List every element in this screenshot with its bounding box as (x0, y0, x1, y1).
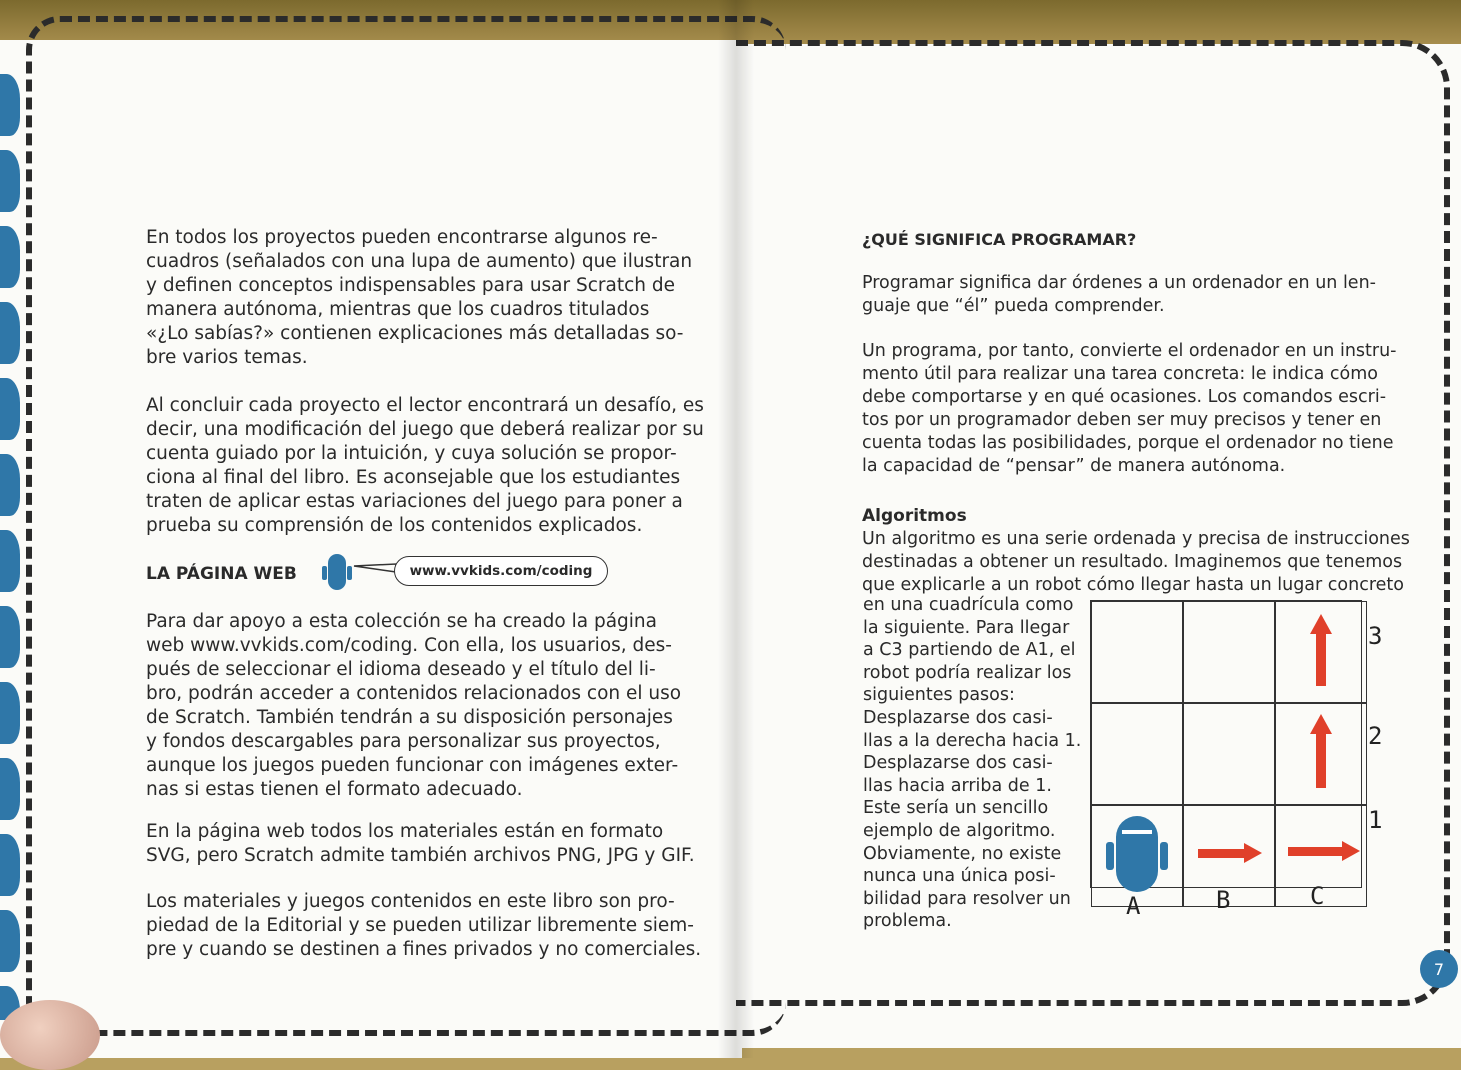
text-line: pre y cuando se destinen a fines privados y no comerciales. (146, 939, 702, 960)
text-line: mento útil para realizar una tarea concreta: le indica cómo (862, 364, 1378, 384)
text-line: Desplazarse dos casi- (863, 753, 1053, 774)
intro-paragraph (146, 226, 692, 370)
text-line: y definen conceptos indispensables para usar Scratch de (146, 275, 676, 296)
text-line: Los materiales y juegos contenidos en este libro son pro- (146, 891, 675, 912)
text-line: de Scratch. También tendrán a su disposición personajes (146, 707, 673, 728)
text-line: ejemplo de algoritmo. (863, 820, 1056, 841)
section-heading: ¿QUÉ SIGNIFICA PROGRAMAR? (862, 230, 1137, 249)
text-line: nas si estas tienen el formato adecuado. (146, 779, 523, 800)
challenge-paragraph (146, 394, 704, 538)
grid-col-label: C (1310, 882, 1325, 910)
text-line: la siguiente. Para llegar (863, 617, 1070, 638)
text-line: tos por un programador deben ser muy precisos y tener en (862, 410, 1382, 430)
text-line: problema. (863, 911, 952, 932)
text-line: la capacidad de “pensar” de manera autónoma. (862, 456, 1286, 476)
text-line: bre varios temas. (146, 347, 308, 368)
text-line: manera autónoma, mientras que los cuadros titulados (146, 299, 650, 320)
text-line: prueba su comprensión de los contenidos explicados. (146, 515, 643, 536)
page-number: 7 (1420, 950, 1458, 988)
grid-col-label: A (1126, 892, 1141, 920)
text-line: guaje que “él” pueda comprender. (862, 296, 1165, 316)
programa-paragraph (862, 340, 1397, 478)
grid-row-label: 1 (1368, 806, 1383, 834)
text-line: robot podría realizar los (863, 662, 1072, 683)
text-line: destinadas a obtener un resultado. Imaginemos que tenemos (862, 552, 1403, 572)
robot-edge-strip (0, 60, 22, 1020)
grid-cell-a3 (1091, 601, 1183, 703)
text-line: «¿Lo sabías?» contienen explicaciones más detalladas so- (146, 323, 684, 344)
rights-paragraph (146, 890, 701, 962)
grid-col-label: B (1216, 886, 1231, 914)
grid-cell-b2 (1183, 703, 1275, 805)
grid-row-label: 3 (1368, 622, 1383, 650)
grid-cell-c3 (1275, 601, 1367, 703)
finger (0, 1000, 100, 1070)
text-line: Al concluir cada proyecto el lector encontrará un desafío, es (146, 395, 704, 416)
algorithm-grid (1090, 600, 1362, 888)
text-line: llas hacia arriba de 1. (863, 775, 1052, 796)
text-line: pués de seleccionar el idioma deseado y el título del li- (146, 659, 656, 680)
algorithms-heading: Algoritmos (862, 506, 967, 526)
text-line: traten de aplicar estas variaciones del juego para poner a (146, 491, 683, 512)
text-line: que explicarle a un robot cómo llegar hasta un lugar concreto (862, 575, 1404, 595)
text-line: Desplazarse dos casi- (863, 707, 1053, 728)
text-line: cuenta todas las posibilidades, porque el ordenador no tiene (862, 433, 1394, 453)
speech-tail (352, 560, 398, 576)
text-line: Para dar apoyo a esta colección se ha creado la página (146, 611, 657, 632)
book-gutter (718, 0, 754, 1058)
text-line: decir, una modificación del juego que deberá realizar por su (146, 419, 704, 440)
programar-paragraph (862, 272, 1376, 318)
text-line: Un programa, por tanto, convierte el ordenador en un instru- (862, 341, 1397, 361)
text-line: aunque los juegos pueden funcionar con imágenes exter- (146, 755, 679, 776)
web-heading: LA PÁGINA WEB (146, 564, 297, 584)
grid-row-label: 2 (1368, 722, 1383, 750)
text-line: debe comportarse y en qué ocasiones. Los comandos escri- (862, 387, 1387, 407)
text-line: llas a la derecha hacia 1. (863, 730, 1082, 751)
text-line: a C3 partiendo de A1, el (863, 640, 1076, 661)
arrow-up-icon (1276, 704, 1366, 800)
arrow-up-icon (1276, 602, 1366, 698)
algorithms-paragraph (862, 528, 1410, 597)
text-line: y fondos descargables para personalizar sus proyectos, (146, 731, 661, 752)
text-line: piedad de la Editorial y se pueden utilizar libremente siem- (146, 915, 694, 936)
text-line: bro, podrán acceder a contenidos relacionados con el uso (146, 683, 682, 704)
text-line: ciona al final del libro. Es aconsejable que los estudiantes (146, 467, 681, 488)
text-line: siguientes pasos: (863, 685, 1015, 706)
text-line: Programar significa dar órdenes a un ordenador en un len- (862, 273, 1376, 293)
robot-icon (1092, 806, 1182, 902)
text-line: cuadros (señalados con una lupa de aumento) que ilustran (146, 251, 693, 272)
grid-cell-b3 (1183, 601, 1275, 703)
web-url-bubble[interactable]: www.vvkids.com/coding (394, 556, 608, 586)
grid-cell-c2 (1275, 703, 1367, 805)
text-line: Un algoritmo es una serie ordenada y precisa de instrucciones (862, 529, 1410, 549)
text-line: Obviamente, no existe (863, 843, 1062, 864)
text-line: En todos los proyectos pueden encontrarse algunos re- (146, 227, 658, 248)
text-line: en una cuadrícula como (863, 595, 1074, 615)
text-line: nunca una única posi- (863, 866, 1056, 887)
formats-paragraph (146, 820, 695, 868)
text-line: bilidad para resolver un (863, 888, 1071, 909)
robot-icon (320, 552, 354, 592)
text-line: SVG, pero Scratch admite también archivos PNG, JPG y GIF. (146, 845, 695, 866)
algorithms-narrow-paragraph (863, 594, 1081, 933)
text-line: web www.vvkids.com/coding. Con ella, los usuarios, des- (146, 635, 672, 656)
web-support-paragraph (146, 610, 681, 802)
grid-cell-a2 (1091, 703, 1183, 805)
text-line: Este sería un sencillo (863, 798, 1049, 819)
text-line: En la página web todos los materiales están en formato (146, 821, 664, 842)
text-line: cuenta guiado por la intuición, y cuya solución se propor- (146, 443, 677, 464)
